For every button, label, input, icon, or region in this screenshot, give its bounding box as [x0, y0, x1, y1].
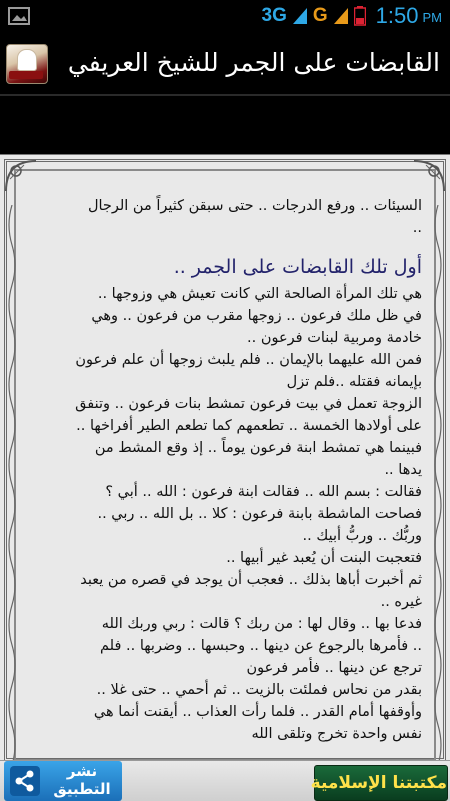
side-ornament-icon: [6, 205, 18, 765]
network-g-label: G: [312, 5, 328, 26]
article-line: بإيمانه فقتله ..فلم تزل: [286, 374, 422, 390]
article-text[interactable]: [24, 195, 422, 761]
corner-ornament-icon: [412, 159, 446, 193]
article-line: فبينما هي تمشط ابنة فرعون يوماً .. إذ وقع المشط من: [94, 440, 422, 456]
article-line: ثم أخبرت أباها بذلك .. فعجب أن يوجد في قصره من يعبد: [80, 572, 422, 588]
article-line: نفس واحدة تخرج وتلقى الله: [251, 726, 422, 742]
network-3g-label: 3G: [261, 5, 287, 26]
article-line: .. فأمرها بالرجوع عن دينها .. وحبسها .. وضربها .. فلم: [100, 638, 422, 654]
share-icon: [10, 766, 40, 796]
article-line: يدها ..: [384, 462, 422, 478]
bottom-banner: [0, 760, 450, 801]
share-label-line1: نشر: [66, 762, 98, 780]
article-line: الزوجة تعمل في بيت فرعون تمشط بنات فرعون .. وتنفق: [75, 396, 422, 412]
gallery-icon: [8, 7, 30, 25]
share-app-button[interactable]: [4, 761, 122, 801]
article-line: السيئات .. ورفع الدرجات .. حتى سبقن كثيراً من الرجال: [87, 198, 422, 214]
article-line: وربُّك .. وربُّ أبيك ..: [302, 528, 422, 544]
clock-time: 1:50: [375, 3, 419, 28]
article-line: غيره ..: [380, 594, 422, 610]
article-line: فقالت : بسم الله .. فقالت ابنة فرعون : الله .. أبي ؟: [105, 484, 422, 500]
status-bar: [0, 0, 450, 32]
article-line: على أولادها الخمسة .. تطعمهم كما تطعم الطير أفراخها ..: [76, 418, 422, 434]
article-line: ..: [412, 220, 422, 236]
share-label-line2: التطبيق: [53, 780, 111, 798]
sheikh-portrait-icon: [17, 49, 37, 71]
article-line: فدعا بها .. وقال لها : من ربك ؟ قالت : ربي وربك الله: [101, 616, 422, 632]
clock-ampm: PM: [422, 10, 442, 25]
signal-icon: [291, 6, 309, 26]
app-icon-band: [9, 71, 43, 79]
article-line: بقدر من نحاس فملئت بالزيت .. ثم أحمي .. حتى غلا ..: [96, 682, 422, 698]
corner-ornament-icon: [4, 159, 38, 193]
wifi-icon: [332, 6, 350, 26]
article-line: ترجع عن دينها .. فأمر فرعون: [246, 660, 422, 676]
article-line: هي تلك المرأة الصالحة التي كانت تعيش هي وزوجها ..: [97, 286, 422, 302]
content-frame: [0, 154, 450, 761]
article-line: فمن الله عليهما بالإيمان .. فلم يلبث زوجها أن علم فرعون: [75, 352, 422, 368]
share-label: [44, 762, 120, 798]
article-heading: أول تلك القابضات على الجمر ..: [173, 256, 422, 278]
page-title: القابضات على الجمر للشيخ العريفي: [67, 48, 440, 77]
our-library-button[interactable]: مكتبتنا الإسلامية: [314, 765, 448, 801]
app-icon[interactable]: [6, 44, 48, 84]
article-line: فصاحت الماشطة بابنة فرعون : كلا .. بل الله .. ربي ..: [97, 506, 422, 522]
black-gap: [0, 96, 450, 154]
article-line: في ظل ملك فرعون .. زوجها مقرب من فرعون .. وهي: [91, 308, 422, 324]
battery-icon: [354, 6, 366, 26]
article-line: وأوقفها أمام القدر .. فلما رأت العذاب .. أيقنت أنما هي: [93, 704, 422, 720]
app-title-bar: [0, 32, 450, 96]
article-line: خادمة ومربية لبنات فرعون ..: [247, 330, 422, 346]
article-line: فتعجبت البنت أن يُعبد غير أبيها ..: [226, 550, 422, 566]
side-ornament-icon: [432, 205, 444, 765]
